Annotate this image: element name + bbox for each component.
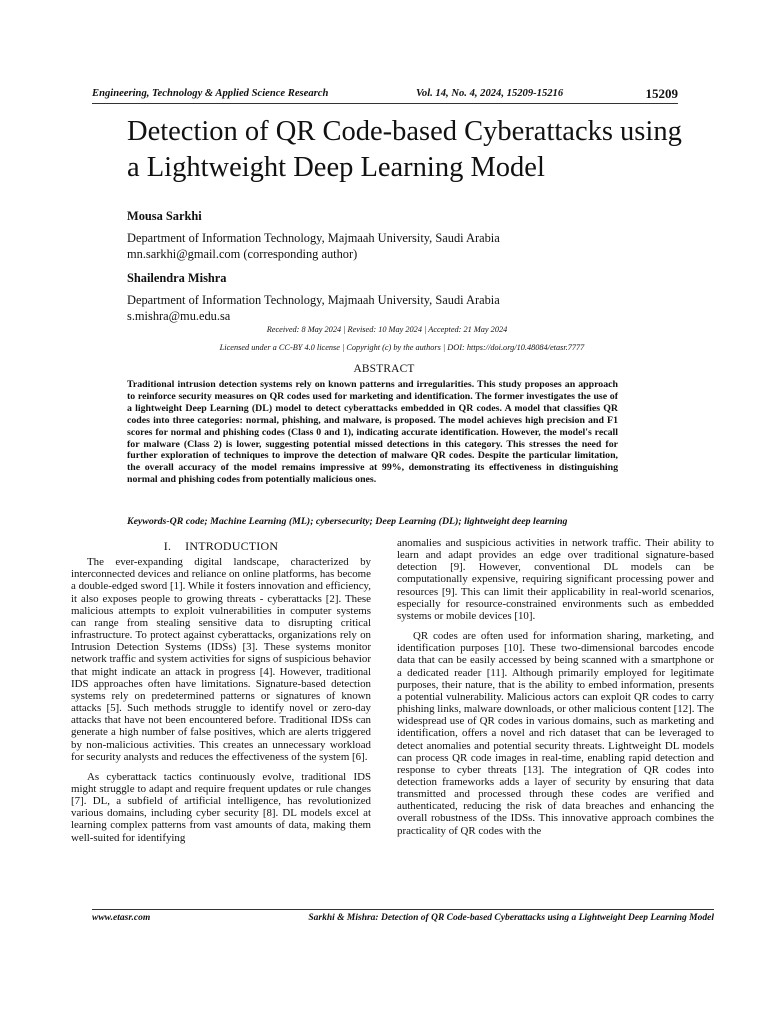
license-doi-line: Licensed under a CC-BY 4.0 license | Copyright (c) by the authors | DOI: https://doi.org/10.48084/etasr.7777: [219, 343, 585, 352]
abstract-heading: ABSTRACT: [353, 363, 415, 375]
footer-divider: [92, 909, 714, 910]
author-affiliation: Department of Information Technology, Majmaah University, Saudi Arabia: [127, 293, 500, 307]
page-number: 15209: [645, 86, 678, 101]
running-header: [92, 86, 678, 102]
author-name: Shailendra Mishra: [127, 271, 227, 285]
right-column: [397, 537, 714, 845]
submission-dates: Received: 8 May 2024 | Revised: 10 May 2024 | Accepted: 21 May 2024: [266, 325, 508, 334]
running-footer: [92, 913, 714, 929]
journal-name: Engineering, Technology & Applied Science Research: [92, 88, 329, 99]
footer-citation: Sarkhi & Mishra: Detection of QR Code-based Cyberattacks using a Lightweight Deep Learning Model: [308, 913, 714, 923]
header-divider: [92, 103, 678, 104]
body-paragraph: As cyberattack tactics continuously evolve, traditional IDS might struggle to adapt and require frequent updates or rule changes [7]. DL, a subfield of artificial intelligence, has revolutionized various domains, including cyber security [8]. DL models excel at learning complex patterns from vast amounts of data, making them well-suited for identifying: [71, 770, 371, 844]
author-block-2: [127, 270, 687, 324]
body-paragraph: The ever-expanding digital landscape, characterized by interconnected devices and reliance on online platforms, has become a double-edged sword [1]. While it fosters innovation and efficiency, it also exposes people to growing threats - cyberattacks [2]. These malicious attempts to exploit vulnerabilities in computer systems can range from stealing sensitive data to disrupting critical infrastructure. To protect against cyberattacks, organizations rely on Intrusion Detection Systems (IDSs) [3]. These systems monitor network traffic and system activities for signs of suspicious behavior that might indicate an attack in progress [4]. However, traditional IDS approaches often have limitations. Signature-based detection systems rely on predetermined patterns or signatures of known attacks [5]. Such methods struggle to identify novel or zero-day attacks that have not been encountered before. Traditional IDSs can generate a high number of false positives, which are alerts triggered by non-malicious activities. This creates an unnecessary workload for security analysts and reduces the effectiveness of the system [6].: [71, 556, 371, 763]
abstract-text: Traditional intrusion detection systems rely on known patterns and irregularities. This study proposes an approach to reinforce security measures on QR codes used for marketing and identification. The former investigates the use of a lightweight Deep Learning (DL) model to detect cyberattacks embedded in QR codes. A model that classifies QR codes into three categories: normal, phishing, and malware, is proposed. The model achieves high precision and F1 scores for normal and phishing codes (Class 0 and 1), indicating accurate identification. However, the model's recall for malware (Class 2) is lower, suggesting potential missed detections in this category. This stresses the need for further exploration of techniques to improve the detection of malware QR codes. Despite the particular limitation, the overall accuracy of the model remains impressive at 99%, demonstrating its effectiveness in distinguishing normal and phishing codes from potentially malicious ones.: [127, 379, 618, 486]
left-column: [71, 538, 371, 852]
author-affiliation: Department of Information Technology, Majmaah University, Saudi Arabia: [127, 231, 500, 245]
author-block-1: [127, 208, 687, 262]
paper-title: Detection of QR Code-based Cyberattacks using a Lightweight Deep Learning Model: [127, 116, 682, 183]
volume-info: Vol. 14, No. 4, 2024, 15209-15216: [416, 88, 564, 99]
section-title: INTRODUCTION: [185, 539, 279, 553]
author-email: s.mishra@mu.edu.sa: [127, 309, 231, 323]
keywords: Keywords-QR code; Machine Learning (ML); cybersecurity; Deep Learning (DL); lightweight deep learning: [127, 516, 568, 527]
body-paragraph: anomalies and suspicious activities in network traffic. Their ability to learn and adapt provides an edge over traditional signature-based detection [9]. However, conventional DL models can be computationally expensive, requiring significant processing power and resources [9]. This can limit their applicability in real-world scenarios, especially for resource-constrained environments such as embedded systems or mobile devices [10].: [397, 537, 714, 622]
section-heading: [71, 540, 371, 552]
body-paragraph: QR codes are often used for information sharing, marketing, and identification purposes [10]. These two-dimensional barcodes encode data that can be easily accessed by being scanned with a smartphone or a dedicated reader [11]. Although primarily employed for legitimate purposes, their nature, that is the ability to embed information, presents a potential vulnerability. Malicious actors can exploit QR codes to carry phishing links, malware downloads, or other malicious content [12]. The widespread use of QR codes in various domains, such as marketing and identification, offers a novel and rich dataset that can be leveraged to detect anomalies and potential security threats. Lightweight DL models can process QR code images in real-time, enabling rapid detection and response to cyber threats [13]. The integration of QR codes into detection frameworks adds a layer of security by ensuring that data transmitted and processed through these codes are verified and authenticated, reducing the risk of data breaches and enhancing the overall robustness of the IDSs. This innovative approach combines the practicality of QR codes with the: [397, 630, 714, 837]
footer-website: www.etasr.com: [92, 913, 151, 923]
section-number: I.: [163, 539, 172, 553]
author-email: mn.sarkhi@gmail.com (corresponding author): [127, 247, 358, 261]
author-name: Mousa Sarkhi: [127, 209, 202, 223]
